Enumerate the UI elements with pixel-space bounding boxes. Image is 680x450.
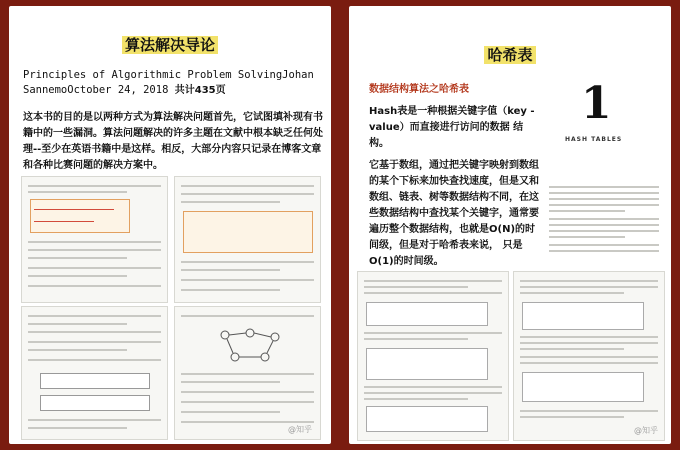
preview-page-1 (21, 176, 168, 303)
right-watermark: @知乎 (634, 426, 658, 435)
page-count: 共计435页 (174, 85, 226, 96)
chapter-number: 1 (581, 78, 612, 129)
left-watermark: @知乎 (288, 425, 312, 434)
book-title (23, 68, 323, 98)
book-title-text: Principles of Algorithmic Problem SolvingJohan SannemoOctober 24, 2018 (23, 69, 314, 96)
book-description: 这本书的目的是以两种方式为算法解决问题首先，它试图填补现有书籍中的一些漏洞。算法问题解决的许多主题在文献中根本缺乏任何处理--至少在英语书籍中是这样。相反，大部分内容只记录在博客文章和各种比赛问题的解决方案中。 (23, 112, 323, 171)
right-title (349, 44, 671, 65)
right-title-text: 哈希表 (484, 46, 535, 64)
preview-page-6 (513, 271, 665, 441)
left-panel (9, 6, 331, 444)
left-title-text: 算法解决导论 (122, 36, 218, 54)
hash-definition: Hash表是一种根据关键字值（key - value）而直接进行访问的数据 结构。 (369, 106, 535, 149)
preview-page-4 (174, 306, 321, 440)
hash-explanation: 它基于数组，通过把关键字映射到数组的某个下标来加快查找速度，但是又和数组、链表、树等数据结构不同，在这些数据结构中查找某个关键字，通常要遍历整个数据结构，也就是O(N)的时间级，但是对于哈希表来说， 只是O(1)的时间级。 (369, 160, 539, 267)
preview-page-2 (174, 176, 321, 303)
left-title (9, 34, 331, 55)
chapter-intro-page (543, 156, 665, 261)
right-panel (349, 6, 671, 444)
preview-page-5 (357, 271, 509, 441)
preview-page-3 (21, 306, 168, 440)
right-subtitle: 数据结构算法之哈希表 (369, 84, 469, 95)
chapter-title: HASH TABLES (565, 136, 623, 143)
graph-figure (215, 325, 285, 365)
